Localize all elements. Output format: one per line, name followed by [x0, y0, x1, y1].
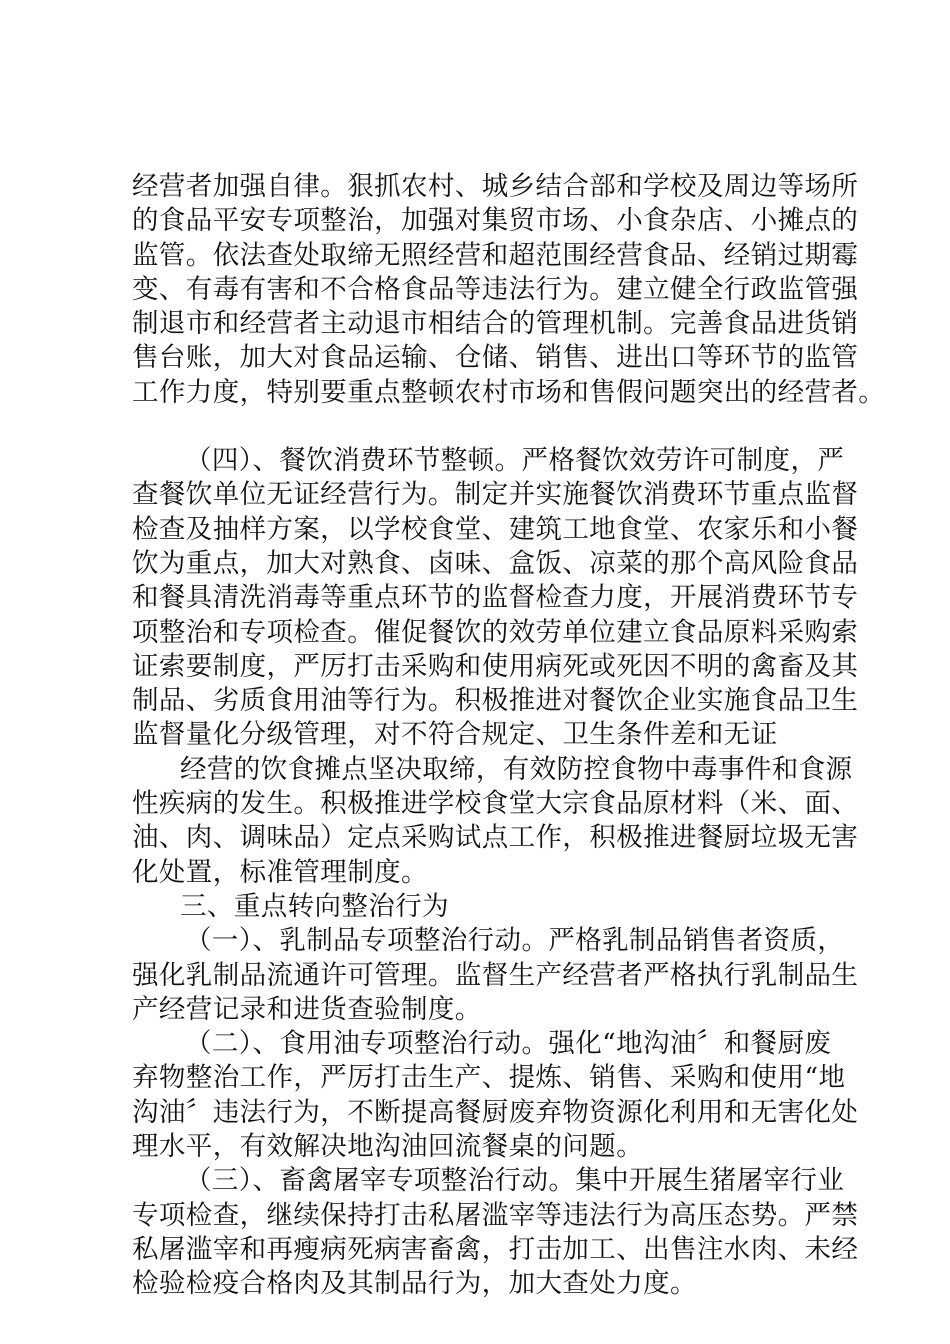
- text-line: 项整治和专项检查。催促餐饮的效劳单位建立食品原料采购索: [132, 616, 859, 648]
- text-line: 理水平，有效解决地沟油回流餐桌的问题。: [132, 1131, 644, 1163]
- text-line: 油、肉、调味品）定点采购试点工作，积极推进餐厨垃圾无害: [132, 822, 859, 854]
- text-line: 弃物整治工作，严厉打击生产、提炼、销售、采购和使用“地: [132, 1062, 846, 1094]
- text-line: 饮为重点，加大对熟食、卤味、盒饭、凉菜的那个高风险食品: [132, 547, 859, 579]
- text-line: 专项检查，继续保持打击私屠滥宰等违法行为高压态势。严禁: [132, 1199, 859, 1231]
- text-line: 检验检疫合格肉及其制品行为，加大查处力度。: [132, 1268, 697, 1300]
- paragraph-edible-oil-action: [132, 1027, 859, 1164]
- text-line: 三、重点转向整治行为: [180, 890, 449, 922]
- text-line: 沟油〞违法行为，不断提高餐厨废弃物资源化利用和无害化处: [132, 1096, 859, 1128]
- text-line: （二）、食用油专项整治行动。强化“地沟油〞和餐厨废: [185, 1028, 832, 1060]
- text-line: 查餐饮单位无证经营行为。制定并实施餐饮消费环节重点监督: [132, 479, 859, 511]
- paragraph-food-stalls: [132, 753, 859, 890]
- text-line: （三）、畜禽屠宰专项整治行动。集中开展生猪屠宰行业: [185, 1165, 845, 1197]
- text-line: 私屠滥宰和再瘦病死病害畜禽，打击加工、出售注水肉、未经: [132, 1233, 859, 1265]
- document-body: [132, 170, 886, 1302]
- text-line: 制退市和经营者主动退市相结合的管理机制。完善食品进货销: [132, 308, 859, 340]
- paragraph-catering-rectification: [132, 444, 859, 753]
- text-line: 变、有毒有害和不合格食品等违法行为。建立健全行政监管强: [132, 273, 859, 305]
- text-line: （一）、乳制品专项整治行动。严格乳制品销售者资质，: [185, 925, 845, 957]
- text-line: 证索要制度，严厉打击采购和使用病死或死因不明的禽畜及其: [132, 650, 859, 682]
- text-line: 产经营记录和进货查验制度。: [132, 993, 482, 1025]
- text-line: 监督量化分级管理，对不符合规定、卫生条件差和无证: [132, 719, 778, 751]
- text-line: 和餐具清洗消毒等重点环节的监督检查力度，开展消费环节专: [132, 582, 859, 614]
- paragraph-retail-supervision: [132, 170, 886, 410]
- text-line: 工作力度，特别要重点整顿农村市场和售假问题突出的经营者。: [132, 376, 886, 408]
- paragraph-dairy-action: [132, 924, 859, 1027]
- text-line: 强化乳制品流通许可管理。监督生产经营者严格执行乳制品生: [132, 959, 859, 991]
- text-line: 化处置，标准管理制度。: [132, 856, 428, 888]
- text-line: 性疾病的发生。积极推进学校食堂大宗食品原材料（米、面、: [132, 788, 859, 820]
- text-line: 售台账，加大对食品运输、仓储、销售、进出口等环节的监管: [132, 342, 859, 374]
- text-line: 检查及抽样方案，以学校食堂、建筑工地食堂、农家乐和小餐: [132, 513, 859, 545]
- text-line: （四）、餐饮消费环节整顿。严格餐饮效劳许可制度，严: [185, 445, 845, 477]
- section-heading: [132, 890, 822, 924]
- text-line: 监管。依法查处取缔无照经营和超范围经营食品、经销过期霉: [132, 239, 859, 271]
- text-line: 的食品平安专项整治，加强对集贸市场、小食杂店、小摊点的: [132, 205, 859, 237]
- text-line: 经营的饮食摊点坚决取缔，有效防控食物中毒事件和食源: [180, 753, 853, 785]
- text-line: 经营者加强自律。狠抓农村、城乡结合部和学校及周边等场所: [132, 171, 859, 202]
- text-line: 制品、劣质食用油等行为。积极推进对餐饮企业实施食品卫生: [132, 685, 859, 717]
- paragraph-slaughter-action: [132, 1164, 859, 1301]
